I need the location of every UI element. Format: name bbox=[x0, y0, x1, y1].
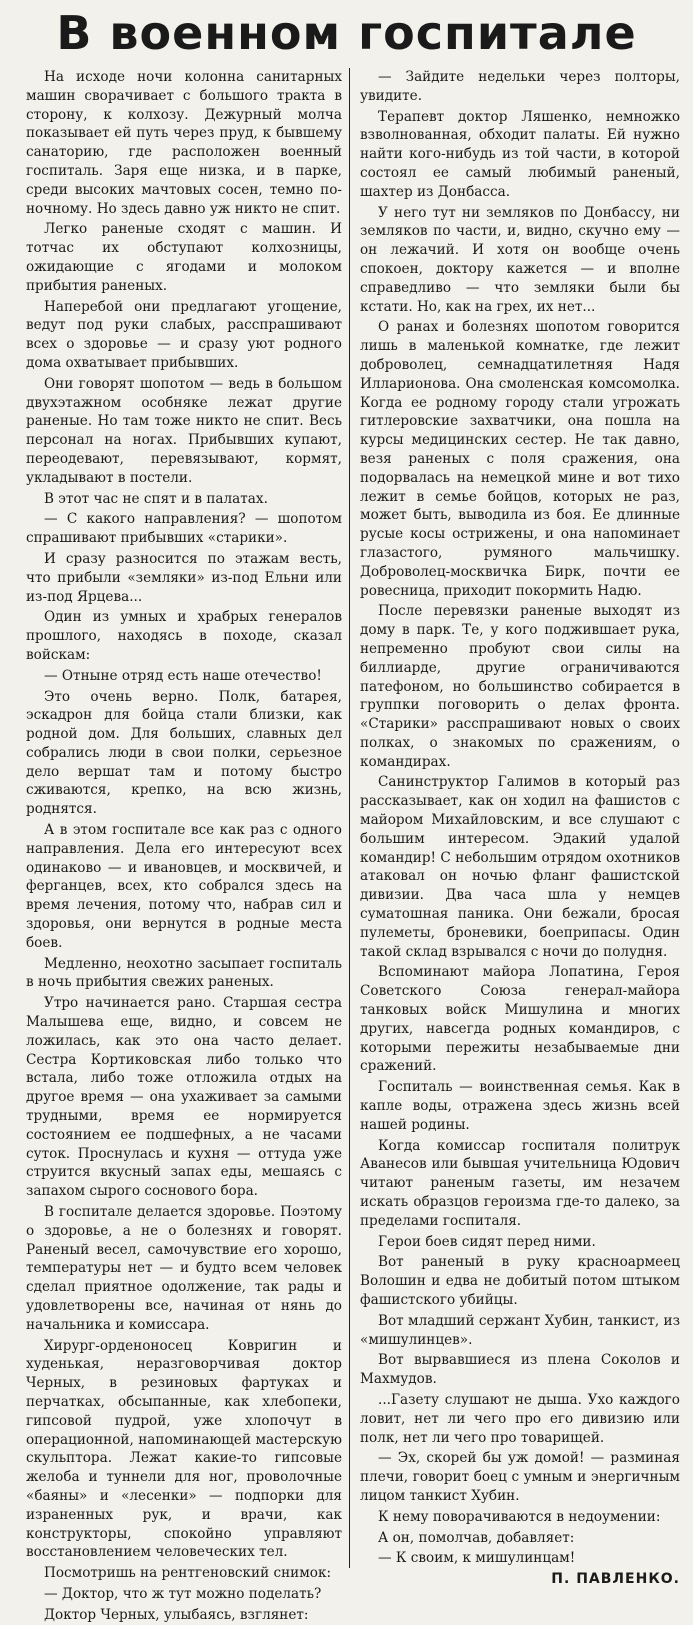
paragraph: — Эх, скорей бы уж домой! — разминая плечи, говорит боец с умным и энергичным лицом танкист Хубин. bbox=[360, 1450, 680, 1504]
paragraph: Медленно, неохотно засыпает госпиталь в ночь прибытия свежих раненых. bbox=[26, 955, 342, 991]
paragraph: Вот младший сержант Хубин, танкист, из «мишулинцев». bbox=[360, 1312, 680, 1348]
column-divider bbox=[349, 68, 350, 1568]
paragraph: — С какого направления? — шопотом спрашивают прибывших «старики». bbox=[26, 511, 342, 547]
paragraph: Терапевт доктор Ляшенко, немножко взволнованная, обходит палаты. Ей нужно найти кого-нибудь из той части, в которой состоял ее самый любимый раненый, шахтер из Донбасса. bbox=[360, 108, 680, 200]
paragraph: Посмотришь на рентгеновский снимок: bbox=[44, 1565, 332, 1582]
article-column-right bbox=[360, 68, 680, 1588]
paragraph: Санинструктор Галимов в который раз рассказывает, как он ходил на фашистов с майором Михайловским, и все слушают с большим интересом. Эдакий удалой командир! С небольшим отрядом охотников атаковал он ночью фланг фашистской дивизии. Два часа шла у немцев суматошная паника. Они бежали, бросая пулеметы, броневики, боеприпасы. Один такой склад взрывался с ночи до полудня. bbox=[360, 774, 680, 960]
paragraph: На исходе ночи колонна санитарных машин сворачивает с большого тракта в сторону, к колхозу. Дежурный молча показывает ей путь через пруд, к бывшему санаторию, где расположен военный госпиталь. Заря еще низка, и в парке, среди высоких мачтовых сосен, темно по-ночному. Но здесь давно уж никто не спит. bbox=[26, 69, 342, 217]
paragraph: Это очень верно. Полк, батарея, эскадрон для бойца стали близки, как родной дом. Для больших, славных дел собрались люди в свои полки, серьезное дело вершат там и потому быстро сживаются, крепко, на всю жизнь, роднятся. bbox=[26, 688, 342, 818]
paragraph: И сразу разносится по этажам весть, что прибыли «земляки» из-под Ельни или из-под Ярцева... bbox=[26, 550, 342, 605]
paragraph: Когда комиссар госпиталя политрук Аванесов или бывшая учительница Юдович читают раненым газеты, им незачем искать образцов героизма где-то далеко, за пределами госпиталя. bbox=[360, 1137, 680, 1229]
paragraph: К нему поворачиваются в недоумении: bbox=[378, 1508, 661, 1525]
paragraph: Госпиталь — воинственная семья. Как в капле воды, отражена здесь жизнь всей нашей родины. bbox=[360, 1079, 680, 1133]
paragraph: А в этом госпитале все как раз с одного направления. Дела его интересуют всех одинаково — и ивановцев, и москвичей, и ферганцев, всех, кто собрался здесь на время лечения, потому что, набрав сил и здоровья, они вернутся в родные места боев. bbox=[26, 822, 342, 951]
paragraph: — Доктор, что ж тут можно поделать? bbox=[44, 1585, 322, 1602]
paragraph: ...Газету слушают не дыша. Ухо каждого ловит, нет ли чего про его дивизию или полк, нет ли чего про товарищей. bbox=[360, 1391, 680, 1446]
paragraph: Один из умных и храбрых генералов прошлого, находясь в походе, сказал войскам: bbox=[26, 609, 342, 663]
article-column-left bbox=[26, 68, 342, 1623]
paragraph: О ранах и болезнях шопотом говорится лишь в маленькой комнатке, где лежит доброволец, семнадцатилетняя Надя Илларионова. Она смоленская комсомолка. Когда ее родному городу стали угрожать гитлеровские захватчики, она пошла на курсы медицинских сестер. Не так давно, везя раненых с поля сражения, она подорвалась на немецкой мине и вот тихо лежит в семье бойцов, которых не раз, может быть, выводила из боя. Ее длинные русые косы острижены, и она напоминает глазастого, румяного мальчишку. Доброволец-москвичка Бирк, почти ее ровесница, приходит покормить Надю. bbox=[360, 319, 680, 599]
paragraph: Они говорят шопотом — ведь в большом двухэтажном особняке лежат другие раненые. Но там тоже никто не спит. Весь персонал на ногах. Прибывших купают, переодевают, перевязывают, кормят, укладывают в постели. bbox=[26, 375, 342, 486]
paragraph: — Зайдите недельки через полторы, увидите. bbox=[360, 69, 680, 104]
paragraph: У него тут ни земляков по Донбассу, ни земляков по части, и, видно, скучно ему — он лежачий. И хотя он вообще очень спокоен, доктору кажется — и вполне справедливо — что земляки были бы кстати. Но, как на грех, их нет... bbox=[360, 204, 680, 315]
paragraph: Герои боев сидят перед ними. bbox=[378, 1233, 596, 1250]
paragraph: Хирург-орденоносец Ковригин и худенькая, неразговорчивая доктор Черных, в резиновых фартуках и перчатках, обсыпанные, как хлебопеки, гипсовой пудрой, уже хлопочут в операционной, напоминающей мастерскую скульптора. Лежат какие-то гипсовые желоба и туннели для ног, проволочные «баяны» и «лесенки» — подпорки для израненных рук, и врачи, как конструкторы, спокойно управляют восстановлением человеческих тел. bbox=[26, 1337, 342, 1561]
paragraph: После перевязки раненые выходят из дому в парк. Те, у кого поджившает рука, непременно пробуют свои силы на биллиарде, другие ограничиваются патефоном, но большинство собирается в группки поговорить о делах фронта. «Старики» расспрашивают новых о своих полках, о знакомых по сражениям, о командирах. bbox=[360, 603, 680, 770]
paragraph: Вспоминают майора Лопатина, Героя Советского Союза генерал-майора танковых войск Мишулина и многих других, навсегда родных командиров, с которыми пережиты незабываемые дни сражений. bbox=[360, 964, 680, 1075]
paragraph: В госпитале делается здоровье. Поэтому о здоровье, а не о болезнях и говорят. Раненый весел, самочувствие его хорошо, температуры нет — и будто всем человек сделал приятное одолжение, так рады и удовлетворены все, начиная от нянь до начальника и комиссара. bbox=[26, 1204, 342, 1333]
paragraph: Утро начинается рано. Старшая сестра Малышева еще, видно, и совсем не ложилась, как это она часто делает. Сестра Кортиковская либо только что встала, либо тоже отложила отдых на другое время — она ухаживает за самыми трудными, время ее нормируется состоянием ее подшефных, а не часами суток. Проснулась и кухня — оттуда уже струится вкусный запах еды, мешаясь с запахом сырого соснового бора. bbox=[26, 995, 342, 1200]
headline: В военном госпитале bbox=[56, 6, 637, 60]
paragraph: Наперебой они предлагают угощение, ведут под руки слабых, расспрашивают всех о здоровье — и сразу уют родного дома охватывает прибывших. bbox=[26, 298, 342, 371]
paragraph: — К своим, к мишулинцам! bbox=[378, 1550, 576, 1567]
adjacent-column-edge bbox=[684, 68, 693, 1568]
author-signature: П. ПАВЛЕНКО. bbox=[551, 1571, 680, 1588]
paragraph: В этот час не спят и в палатах. bbox=[44, 490, 268, 507]
paragraph: Вот вырвавшиеся из плена Соколов и Махмудов. bbox=[360, 1352, 680, 1388]
paragraph: Доктор Черных, улыбаясь, взглянет: bbox=[44, 1606, 309, 1623]
paragraph: Легко раненые сходят с машин. И тотчас их обступают колхозницы, ожидающие с ягодами и молоком прибытия раненых. bbox=[26, 221, 342, 294]
paragraph: — Отныне отряд есть наше отечество! bbox=[44, 667, 322, 684]
paragraph: Вот раненый в руку красноармеец Волошин и едва не добитый потом штыком фашистского убийцы. bbox=[360, 1254, 680, 1308]
paragraph: А он, помолчав, добавляет: bbox=[378, 1529, 575, 1546]
